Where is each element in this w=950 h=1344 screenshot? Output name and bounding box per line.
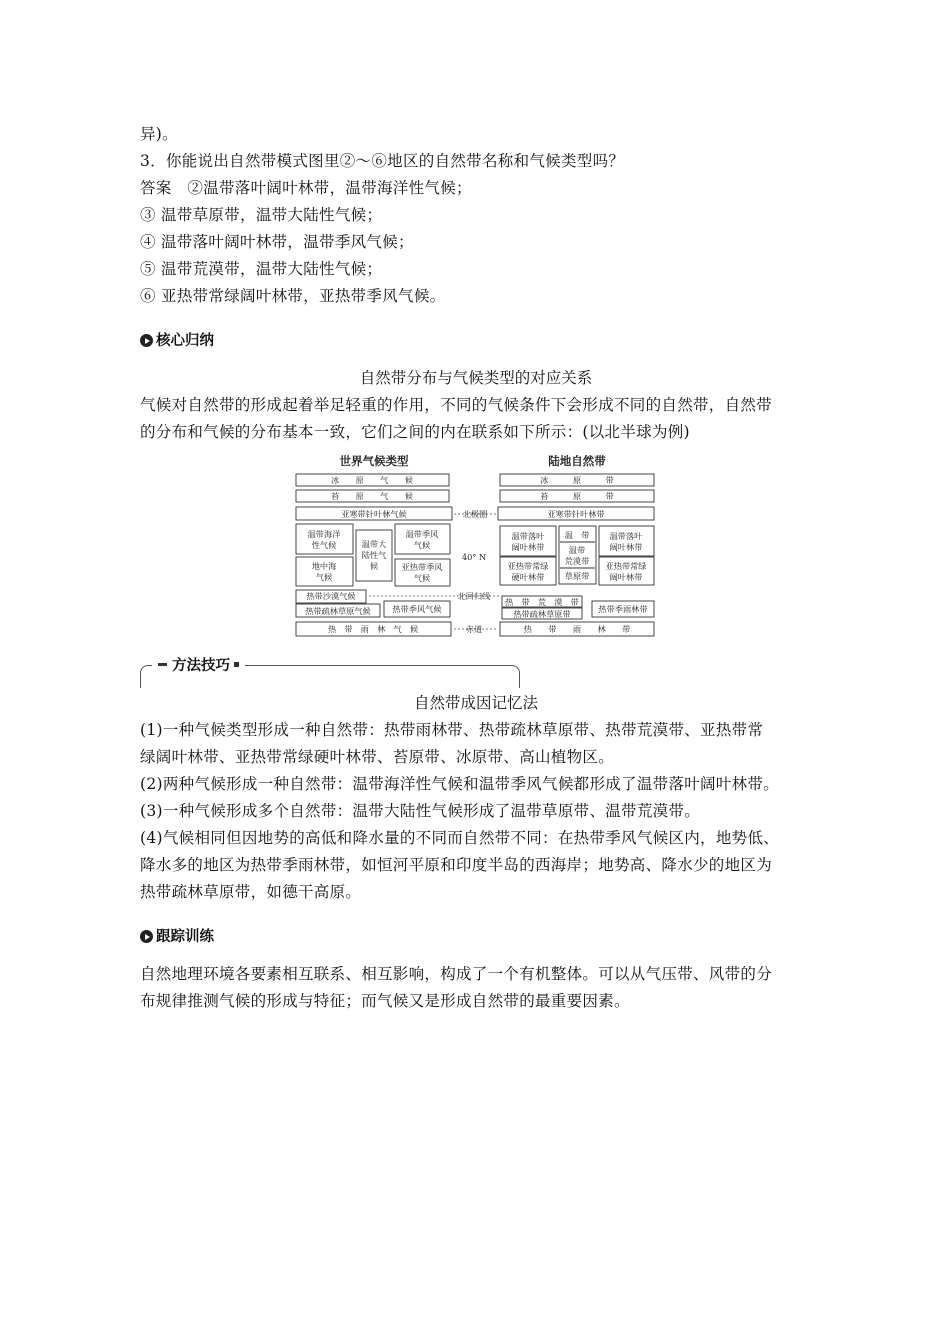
method-paragraph-4: (3)一种气候形成多个自然带：温带大陆性气候形成了温带草原带、温带荒漠带。 <box>140 802 701 820</box>
deciduous-left-1: 温带落叶 <box>511 531 545 541</box>
method-heading-label: 方法技巧 <box>172 658 230 674</box>
core-summary-label: 核心归纳 <box>156 333 214 349</box>
tropical-monsoon-zone: 热带季雨林带 <box>598 604 648 614</box>
temperate-monsoon-1: 温带季风 <box>405 529 439 539</box>
mediterranean-2: 气候 <box>315 572 333 582</box>
sclerophyll-zone-1: 亚热带常绿 <box>507 561 549 571</box>
method-title: 自然带成因记忆法 <box>413 694 538 712</box>
answer-item-4: ④ 温带落叶阔叶林带，温带季风气候； <box>140 233 414 251</box>
steppe-zone: 温 带 <box>564 530 590 540</box>
core-summary-heading <box>140 331 214 351</box>
method-paragraph-7: 热带疏林草原带，如德干高原。 <box>140 883 362 901</box>
dash-icon <box>158 663 167 666</box>
tropical-desert-climate: 热带沙漠气候 <box>306 591 356 601</box>
evergreen-zone-2: 阔叶林带 <box>609 572 643 582</box>
subtropical-monsoon-1: 亚热带季风 <box>401 562 443 572</box>
lat-40-label: 40° N <box>461 552 487 562</box>
desert-zone-2: 荒漠带 <box>564 556 590 566</box>
taiga-zone: 亚寒带针叶林带 <box>547 509 605 519</box>
core-title: 自然带分布与气候类型的对应关系 <box>359 369 593 387</box>
temperate-continental-2: 陆性气 <box>361 550 387 560</box>
temperate-continental-3: 候 <box>369 561 379 571</box>
temperate-maritime-2: 性气候 <box>311 540 337 550</box>
deciduous-right-1: 温带落叶 <box>609 531 643 541</box>
tundra-climate: 苔 原 气 候 <box>331 491 413 501</box>
mediterranean-1: 地中海 <box>311 561 337 571</box>
tropical-rainforest-zone: 热 带 雨 林 带 <box>523 624 631 634</box>
core-paragraph-2: 的分布和气候的分布基本一致，它们之间的内在联系如下所示：(以北半球为例) <box>140 423 690 441</box>
right-column-title: 陆地自然带 <box>548 454 606 468</box>
grassland-zone: 草原带 <box>564 571 590 581</box>
arctic-circle-label: 北极圈 <box>462 509 488 519</box>
ice-zone: 冰 原 带 <box>540 475 614 485</box>
desert-zone-1: 温带 <box>568 545 586 555</box>
answer-item-6: ⑥ 亚热带常绿阔叶林带，亚热带季风气候。 <box>140 287 446 305</box>
tropical-savanna-climate: 热带疏林草原气候 <box>305 606 371 616</box>
answer-line: 答案 ②温带落叶阔叶林带，温带海洋性气候； <box>140 179 472 197</box>
tropical-savanna-zone: 热带疏林草原带 <box>513 609 571 619</box>
sclerophyll-zone-2: 硬叶林带 <box>511 572 545 582</box>
equator-label: 赤道 <box>465 624 483 634</box>
ice-climate: 冰 原 气 候 <box>331 475 413 485</box>
question-3: 3．你能说出自然带模式图里②～⑥地区的自然带名称和气候类型吗？ <box>140 152 625 170</box>
temperate-monsoon-2: 气候 <box>413 540 431 550</box>
core-paragraph-1: 气候对自然带的形成起着举足轻重的作用，不同的气候条件下会形成不同的自然带，自然带 <box>140 396 773 414</box>
track-heading-label: 跟踪训练 <box>156 929 214 945</box>
method-heading-frame <box>140 656 520 686</box>
answer-item-3: ③ 温带草原带，温带大陆性气候； <box>140 206 383 224</box>
left-column-title: 世界气候类型 <box>339 454 409 468</box>
temperate-continental-1: 温带大 <box>361 539 387 549</box>
play-circle-icon <box>140 930 153 943</box>
tropical-desert-zone: 热 带 荒 漠 带 <box>505 597 579 607</box>
climate-zone-diagram <box>294 450 658 640</box>
subtropical-monsoon-2: 气候 <box>413 573 431 583</box>
tropical-rainforest-climate: 热 带 雨 林 气 候 <box>327 624 419 634</box>
track-paragraph-1: 自然地理环境各要素相互联系、相互影响，构成了一个有机整体。可以从气压带、风带的分 <box>140 965 773 983</box>
method-paragraph-6: 降水多的地区为热带季雨林带，如恒河平原和印度半岛的西海岸；地势高、降水少的地区为 <box>140 856 773 874</box>
method-paragraph-1: (1)一种气候类型形成一种自然带：热带雨林带、热带疏林草原带、热带荒漠带、亚热带常 <box>140 721 764 739</box>
deciduous-left-2: 阔叶林带 <box>511 542 545 552</box>
method-heading <box>152 656 245 676</box>
track-heading <box>140 927 214 947</box>
temperate-maritime-1: 温带海洋 <box>307 529 341 539</box>
play-circle-icon <box>140 334 153 347</box>
evergreen-zone-1: 亚热带常绿 <box>605 561 647 571</box>
subarctic-climate: 亚寒带针叶林气候 <box>341 509 407 519</box>
method-paragraph-5: (4)气候相同但因地势的高低和降水量的不同而自然带不同：在热带季风气候区内，地势低、 <box>140 829 780 847</box>
track-paragraph-2: 布规律推测气候的形成与特征；而气候又是形成自然带的最重要因素。 <box>140 992 630 1010</box>
tropical-monsoon-climate: 热带季风气候 <box>392 604 442 614</box>
answer-item-5: ⑤ 温带荒漠带，温带大陆性气候； <box>140 260 383 278</box>
tropic-label: 北回归线 <box>457 591 491 601</box>
method-paragraph-3: (2)两种气候形成一种自然带：温带海洋性气候和温带季风气候都形成了温带落叶阔叶林带。 <box>140 775 780 793</box>
square-dot-icon <box>234 662 239 667</box>
deciduous-right-2: 阔叶林带 <box>609 542 643 552</box>
method-paragraph-2: 绿阔叶林带、亚热带常绿硬叶林带、苔原带、冰原带、高山植物区。 <box>140 748 615 766</box>
text-line: 异)。 <box>140 125 178 143</box>
tundra-zone: 苔 原 带 <box>540 491 614 501</box>
